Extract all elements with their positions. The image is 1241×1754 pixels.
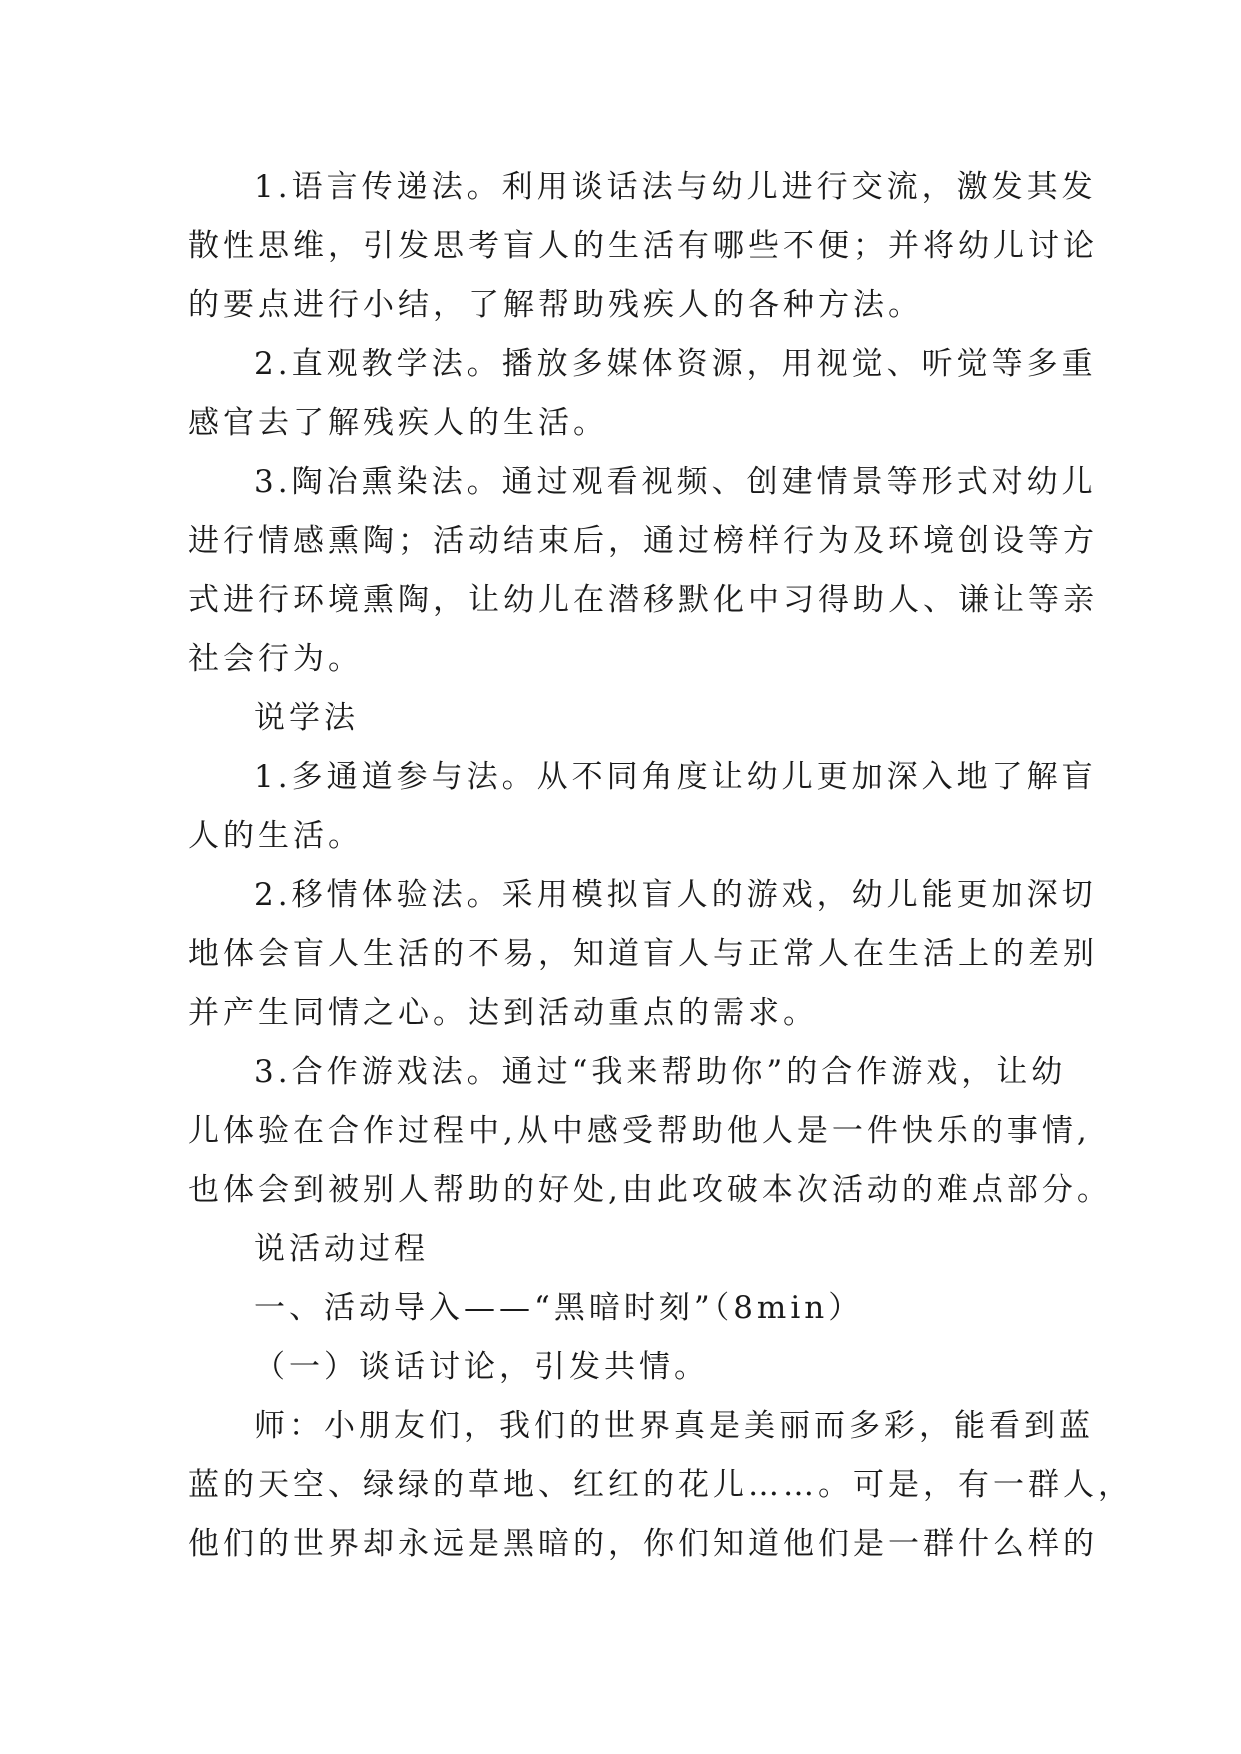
text-line: 1.多通道参与法。从不同角度让幼儿更加深入地了解盲 [254,759,1097,795]
section-heading: 说活动过程 [254,1231,429,1267]
text-line: 师：小朋友们，我们的世界真是美丽而多彩，能看到蓝 [254,1408,1094,1444]
text-line: 地体会盲人生活的不易，知道盲人与正常人在生活上的差别 [188,936,1098,972]
text-line: 2.直观教学法。播放多媒体资源，用视觉、听觉等多重 [254,346,1097,382]
section-heading: 说学法 [254,700,359,736]
text-line: 人的生活。 [188,818,363,854]
text-line: （一）谈话讨论，引发共情。 [254,1349,709,1385]
text-line: 他们的世界却永远是黑暗的，你们知道他们是一群什么样的 [188,1526,1098,1562]
text-line: 式进行环境熏陶，让幼儿在潜移默化中习得助人、谦让等亲 [188,582,1098,618]
subsection-heading: 一、活动导入——“黑暗时刻”（8min） [254,1290,864,1326]
text-line: 3.合作游戏法。通过“我来帮助你”的合作游戏，让幼 [254,1054,1067,1090]
document-body [188,158,1133,1574]
text-line: 社会行为。 [188,641,363,677]
text-line: 1.语言传递法。利用谈话法与幼儿进行交流，激发其发 [254,169,1097,205]
text-line: 儿体验在合作过程中,从中感受帮助他人是一件快乐的事情, [188,1113,1091,1149]
text-line: 3.陶冶熏染法。通过观看视频、创建情景等形式对幼儿 [254,464,1097,500]
text-line: 2.移情体验法。采用模拟盲人的游戏，幼儿能更加深切 [254,877,1097,913]
text-line: 的要点进行小结，了解帮助残疾人的各种方法。 [188,287,923,323]
text-line: 也体会到被别人帮助的好处,由此攻破本次活动的难点部分。 [188,1172,1112,1208]
text-line: 蓝的天空、绿绿的草地、红红的花儿……。可是，有一群人， [188,1467,1133,1503]
text-line: 并产生同情之心。达到活动重点的需求。 [188,995,818,1031]
text-line: 进行情感熏陶；活动结束后，通过榜样行为及环境创设等方 [188,523,1098,559]
text-line: 散性思维，引发思考盲人的生活有哪些不便；并将幼儿讨论 [188,228,1098,264]
text-line: 感官去了解残疾人的生活。 [188,405,608,441]
